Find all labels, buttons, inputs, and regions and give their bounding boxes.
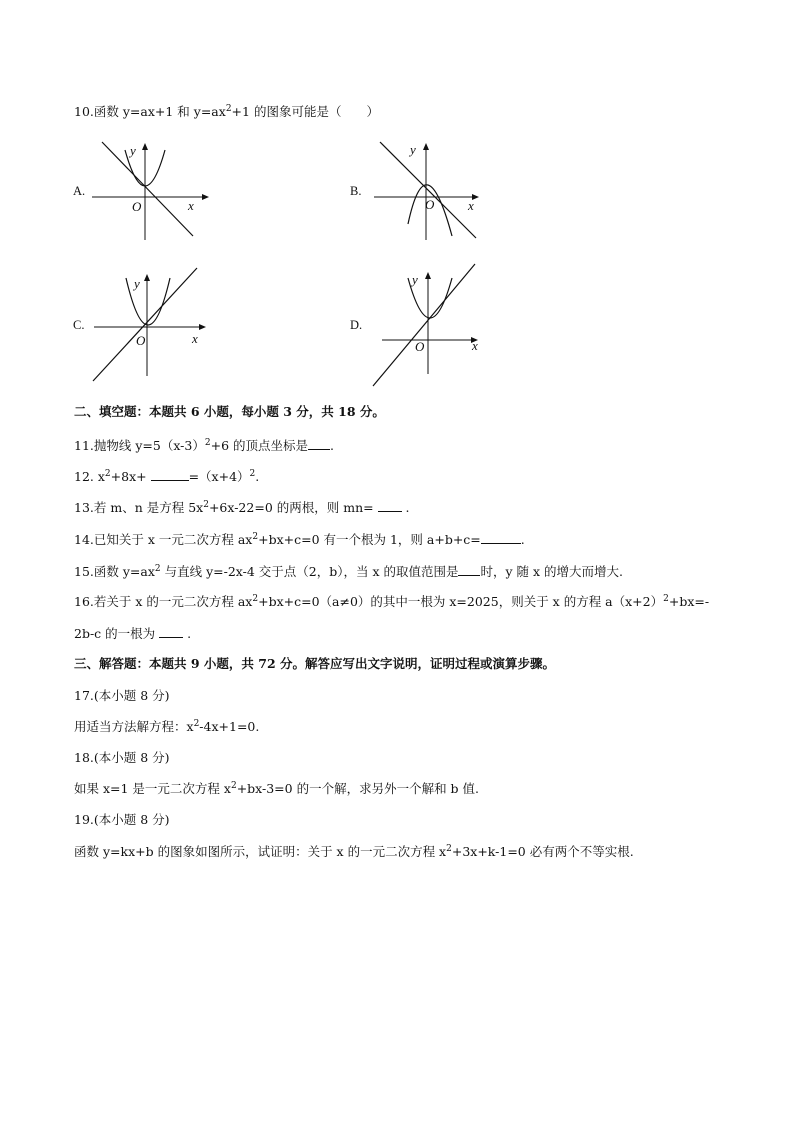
option-d-label[interactable]: D. <box>350 318 363 332</box>
answer-blank[interactable] <box>458 563 480 576</box>
answer-blank[interactable] <box>308 437 330 450</box>
question-19-title: 19.(本小题 8 分) <box>74 812 170 827</box>
answer-blank[interactable] <box>159 625 183 638</box>
question-16-continued: 2b-c 的一根为 . <box>74 626 192 641</box>
line-graph <box>380 142 476 238</box>
option-c-label[interactable]: C. <box>73 318 85 332</box>
option-b-label[interactable]: B. <box>350 184 362 198</box>
origin-label: O <box>132 199 142 214</box>
x-axis-label: x <box>472 338 478 353</box>
graph-option-a <box>90 138 220 243</box>
x-axis-label: x <box>192 331 198 346</box>
section-2-heading: 二、填空题：本题共 6 小题，每小题 3 分，共 18 分。 <box>74 404 385 419</box>
y-axis-label: y <box>130 143 136 158</box>
question-13: 13.若 m、n 是方程 $5x^2+6x-22=0$ 的两根，则 mn= . <box>74 500 410 515</box>
origin-label: O <box>425 197 435 212</box>
x-axis-arrow <box>199 324 206 330</box>
y-axis-arrow <box>142 143 148 150</box>
answer-blank[interactable] <box>378 499 402 512</box>
section-3-heading: 三、解答题：本题共 9 小题，共 72 分。解答应写出文字说明，证明过程或演算步骤。 <box>74 656 556 671</box>
graph-option-b <box>368 138 498 243</box>
graph-option-d <box>370 262 500 390</box>
x-axis-label: x <box>188 198 194 213</box>
question-19-body: 函数 y=kx+b 的图象如图所示，试证明：关于 x 的一元二次方程 $x^2+3x+k-1=0$ 必有两个不等实根. <box>74 844 634 859</box>
y-axis-arrow <box>423 143 429 150</box>
question-12: 12. $x^2+8x+ =(x+4)^2$. <box>74 469 260 484</box>
x-axis-arrow <box>202 194 209 200</box>
question-16: 16.若关于 x 的一元二次方程 $ax^2+bx+c=0(a\ne 0)$的其中一根为 x=2025，则关于 x 的方程 $a(x+2)^2+bx=-$ <box>74 594 710 609</box>
x-axis-label: x <box>468 198 474 213</box>
line-graph <box>102 142 193 236</box>
y-axis-label: y <box>134 276 140 291</box>
parabola-graph <box>126 278 170 325</box>
y-axis-arrow <box>425 272 431 279</box>
question-10-stem: 10.函数 y=ax+1 和 $y=ax^2+1$ 的图象可能是（ ） <box>74 104 379 119</box>
origin-label: O <box>136 333 146 348</box>
y-axis-label: y <box>412 272 418 287</box>
answer-blank[interactable] <box>481 531 521 544</box>
question-18-body: 如果 x=1 是一元二次方程 $x^2+bx-3=0$ 的一个解，求另外一个解和 b 值. <box>74 781 479 796</box>
question-11: 11.抛物线 $y=5(x-3)^2+6$ 的顶点坐标是 . <box>74 438 334 453</box>
answer-blank[interactable] <box>151 468 189 481</box>
question-15: 15.函数 $y=ax^2$ 与直线 y=-2x-4 交于点（2，b），当 x 的取值范围是 时，y 随 x 的增大而增大. <box>74 564 623 579</box>
y-axis-arrow <box>144 274 150 281</box>
question-17-title: 17.(本小题 8 分) <box>74 688 170 703</box>
question-17-body: 用适当方法解方程：$x^2-4x+1=0$. <box>74 719 260 734</box>
line-graph <box>373 264 475 386</box>
question-14: 14.已知关于 x 一元二次方程 $ax^2+bx+c=0$ 有一个根为 1，则 a+b+c= . <box>74 532 525 547</box>
question-18-title: 18.(本小题 8 分) <box>74 750 170 765</box>
option-a-label[interactable]: A. <box>73 184 86 198</box>
origin-label: O <box>415 339 425 354</box>
y-axis-label: y <box>410 142 416 157</box>
graph-option-c <box>90 268 220 386</box>
